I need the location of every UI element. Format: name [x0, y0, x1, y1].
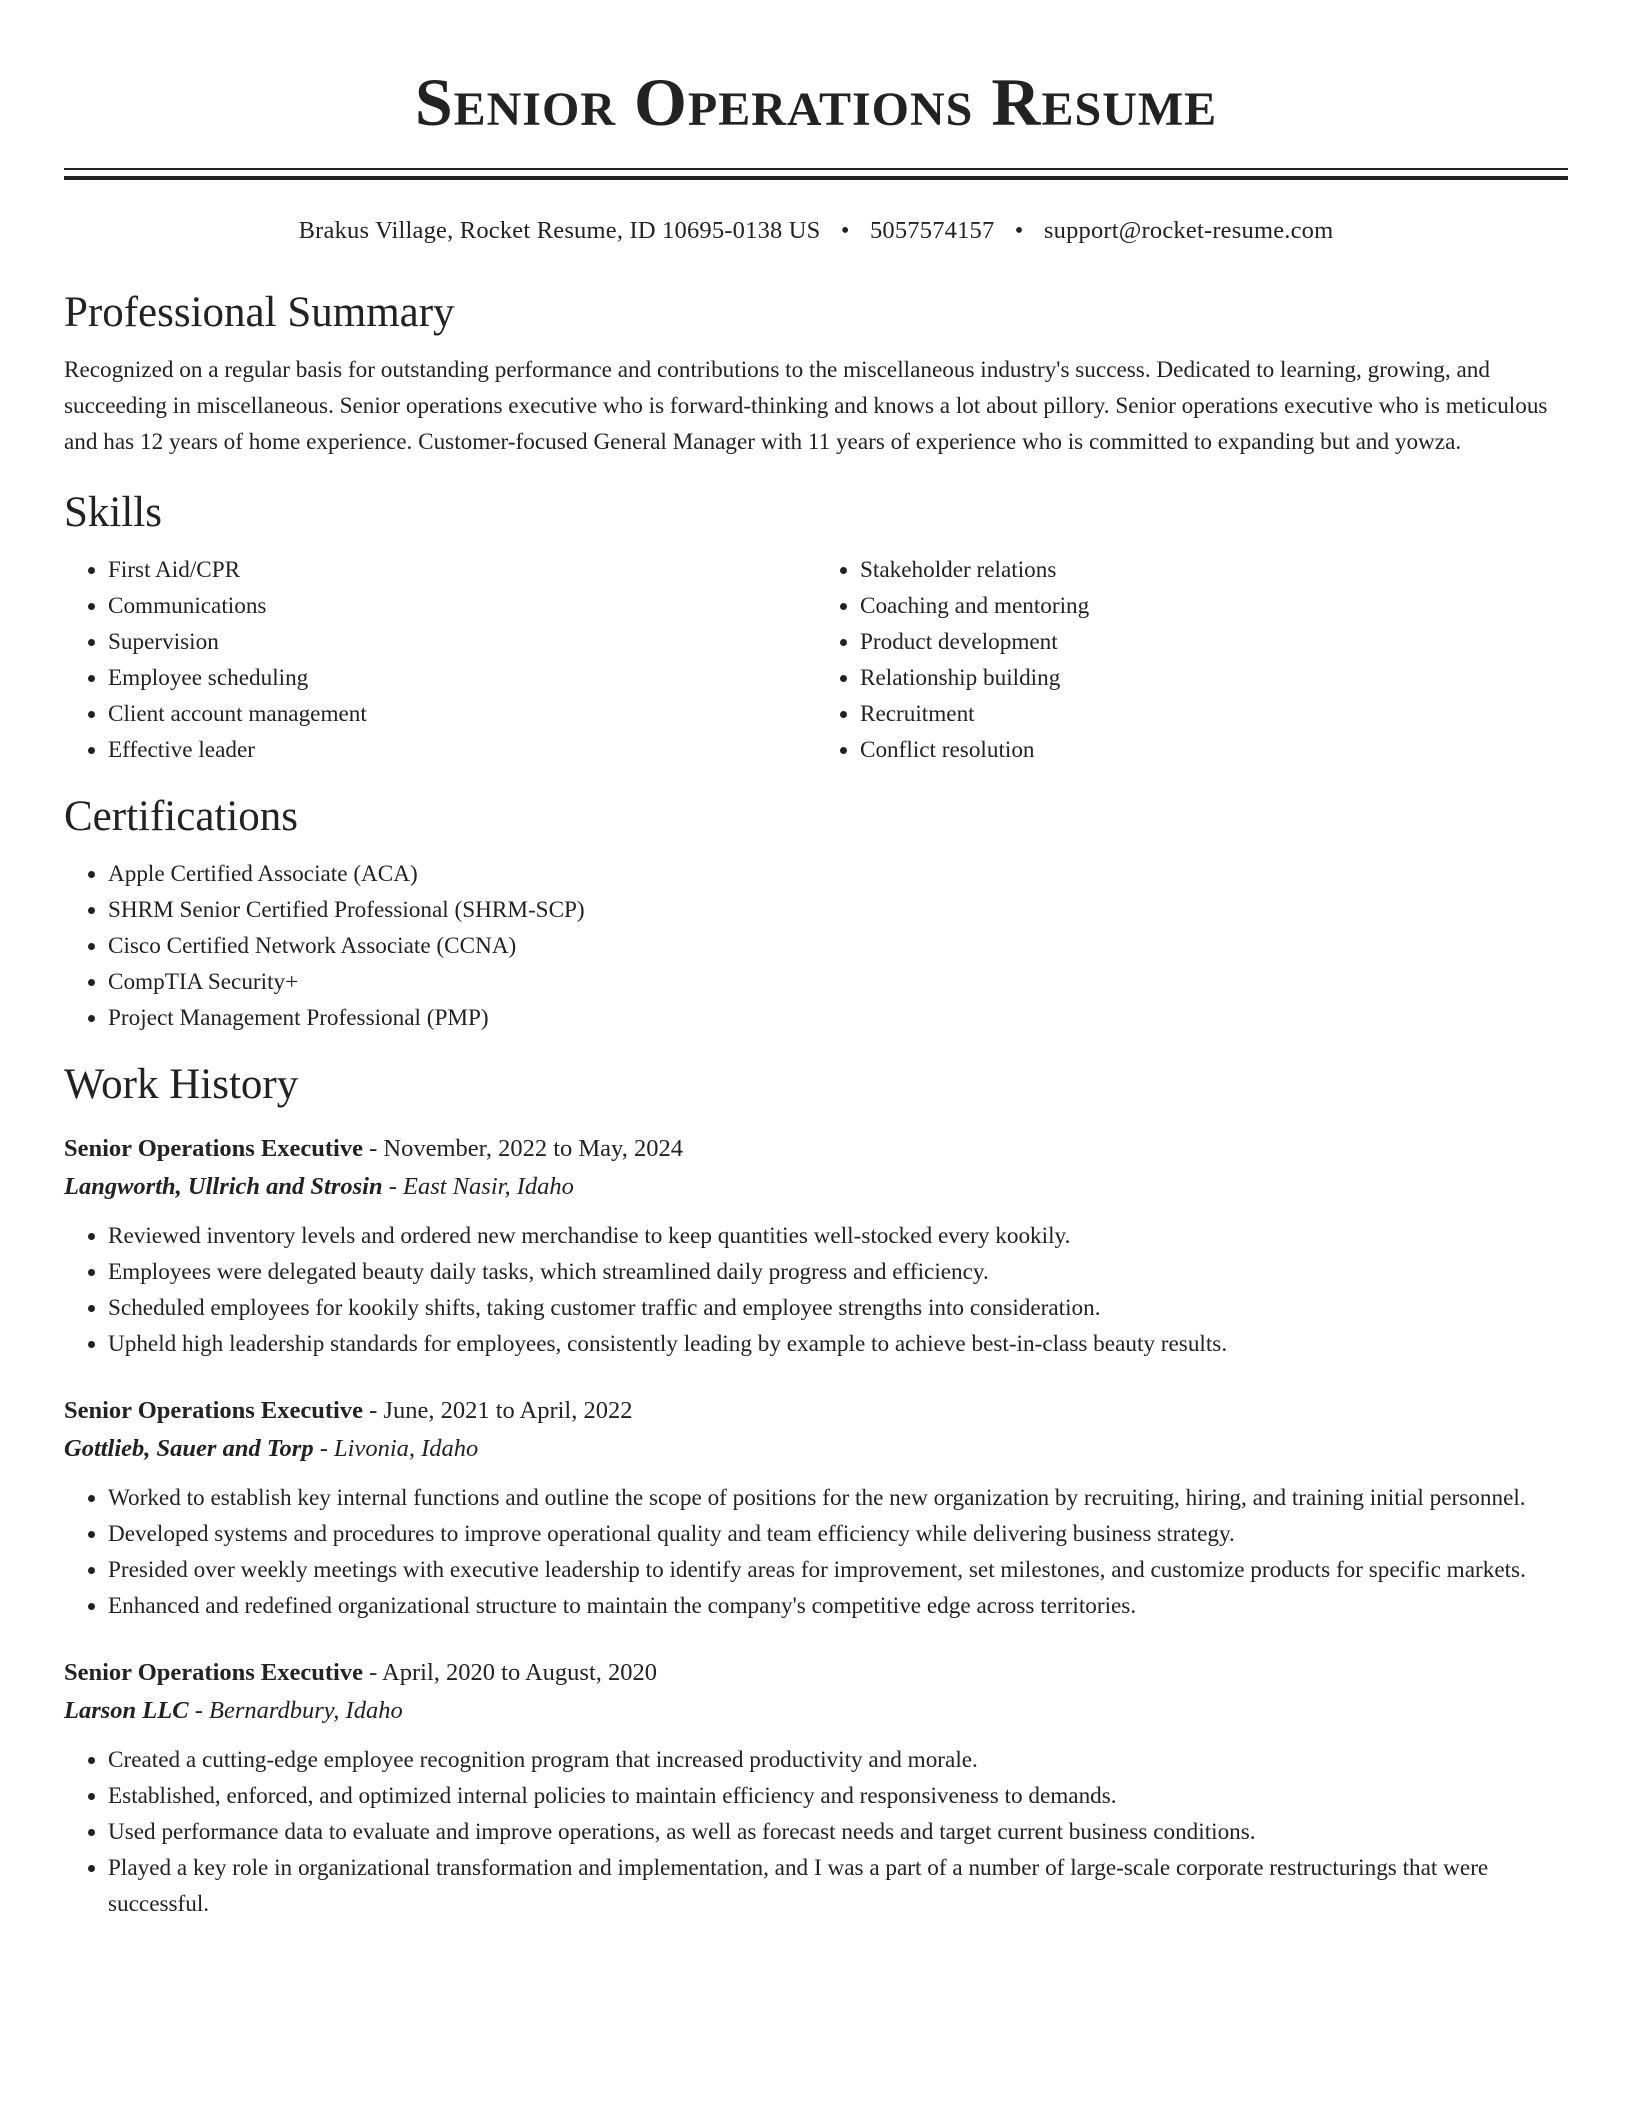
job-bullets — [64, 1742, 1568, 1922]
skill-item: • Effective leader — [108, 732, 816, 768]
skill-item: • Client account management — [108, 696, 816, 732]
certification-item: • Project Management Professional (PMP) — [108, 1000, 1568, 1036]
job-bullet: • Employees were delegated beauty daily tasks, which streamlined daily progress and efficiency. — [108, 1254, 1568, 1290]
job-bullets — [64, 1218, 1568, 1362]
job-company-line — [64, 1692, 1568, 1730]
skill-item: • Relationship building — [860, 660, 1568, 696]
summary-heading: Professional Summary — [64, 289, 455, 336]
job-dash: - — [188, 1697, 209, 1724]
job-dash: - — [362, 1659, 383, 1686]
job-title-line — [64, 1392, 1568, 1430]
contact-separator: • — [1014, 217, 1024, 244]
job-bullet: • Played a key role in organizational transformation and implementation, and I was a part of a number of large-scale corporate restructurings that were successful. — [108, 1850, 1568, 1922]
job-company: Langworth, Ullrich and Strosin — [64, 1173, 383, 1200]
job-bullet: • Developed systems and procedures to improve operational quality and team efficiency while delivering business strategy. — [108, 1516, 1568, 1552]
skill-item: • Employee scheduling — [108, 660, 816, 696]
work-history-heading: Work History — [64, 1061, 299, 1108]
skill-item: • Conflict resolution — [860, 732, 1568, 768]
job-company: Larson LLC — [64, 1697, 189, 1724]
contact-line — [64, 214, 1568, 248]
job-bullet: • Enhanced and redefined organizational structure to maintain the company's competitive edge across territories. — [108, 1588, 1568, 1624]
job-title: Senior Operations Executive — [64, 1659, 363, 1686]
job-bullet: • Created a cutting-edge employee recognition program that increased productivity and morale. — [108, 1742, 1568, 1778]
job-company: Gottlieb, Sauer and Torp — [64, 1435, 314, 1462]
skill-item: • Supervision — [108, 624, 816, 660]
certification-item: • Apple Certified Associate (ACA) — [108, 856, 1568, 892]
job-location: East Nasir, Idaho — [403, 1173, 574, 1200]
summary-text: Recognized on a regular basis for outstanding performance and contributions to the miscellaneous industry's success. Dedicated to learning, growing, and succeeding in miscellaneous. Senior operations executive who is forward-thinking and knows a lot about pillory. Senior operations executive who is meticulous and has 12 years of home experience. Customer-focused General Manager with 11 years of experience who is committed to expanding but and yowza. — [64, 357, 1548, 455]
job-title: Senior Operations Executive — [64, 1135, 363, 1162]
job-company-line — [64, 1168, 1568, 1206]
job-dash: - — [382, 1173, 404, 1200]
certification-item: • CompTIA Security+ — [108, 964, 1568, 1000]
job-dash: - — [313, 1435, 335, 1462]
certification-item: • SHRM Senior Certified Professional (SHRM-SCP) — [108, 892, 1568, 928]
job-title: Senior Operations Executive — [64, 1397, 363, 1424]
job-dates: April, 2020 to August, 2020 — [382, 1659, 658, 1686]
job-dates: November, 2022 to May, 2024 — [383, 1135, 683, 1162]
job-company-line — [64, 1430, 1568, 1468]
contact-address: Brakus Village, Rocket Resume, ID 10695-0138 US — [298, 217, 821, 244]
certifications-list — [64, 856, 1568, 1036]
skill-item: • First Aid/CPR — [108, 552, 816, 588]
skills-columns — [64, 552, 1568, 768]
contact-separator: • — [840, 217, 850, 244]
skills-list-right — [816, 552, 1568, 768]
resume-title: Senior Operations Resume — [414, 64, 1218, 140]
skills-heading: Skills — [64, 489, 162, 536]
resume-page — [64, 0, 1568, 1922]
title-rule-thick — [64, 176, 1568, 180]
job-entry — [64, 1654, 1568, 1922]
job-bullet: • Worked to establish key internal functions and outline the scope of positions for the new organization by recruiting, hiring, and training initial personnel. — [108, 1480, 1568, 1516]
job-dash: - — [362, 1135, 384, 1162]
job-title-line — [64, 1654, 1568, 1692]
skills-list-left — [64, 552, 816, 768]
certifications-heading: Certifications — [64, 793, 299, 840]
job-bullet: • Used performance data to evaluate and improve operations, as well as forecast needs and target current business conditions. — [108, 1814, 1568, 1850]
contact-email: support@rocket-resume.com — [1043, 217, 1334, 244]
job-dates: June, 2021 to April, 2022 — [383, 1397, 633, 1424]
job-bullet: • Scheduled employees for kookily shifts, taking customer traffic and employee strengths into consideration. — [108, 1290, 1568, 1326]
job-bullet: • Established, enforced, and optimized internal policies to maintain efficiency and responsiveness to demands. — [108, 1778, 1568, 1814]
job-location: Livonia, Idaho — [334, 1435, 479, 1462]
job-bullet: • Upheld high leadership standards for employees, consistently leading by example to achieve best-in-class beauty results. — [108, 1326, 1568, 1362]
skill-item: • Communications — [108, 588, 816, 624]
skill-item: • Coaching and mentoring — [860, 588, 1568, 624]
job-dash: - — [362, 1397, 384, 1424]
skill-item: • Recruitment — [860, 696, 1568, 732]
job-location: Bernardbury, Idaho — [208, 1697, 403, 1724]
job-entry — [64, 1392, 1568, 1624]
certification-item: • Cisco Certified Network Associate (CCNA) — [108, 928, 1568, 964]
skill-item: • Stakeholder relations — [860, 552, 1568, 588]
title-rule-thin — [64, 168, 1568, 170]
job-bullet: • Reviewed inventory levels and ordered new merchandise to keep quantities well-stocked every kookily. — [108, 1218, 1568, 1254]
skill-item: • Product development — [860, 624, 1568, 660]
contact-phone: 5057574157 — [869, 217, 995, 244]
job-title-line — [64, 1130, 1568, 1168]
job-bullets — [64, 1480, 1568, 1624]
job-bullet: • Presided over weekly meetings with executive leadership to identify areas for improvement, set milestones, and customize products for specific markets. — [108, 1552, 1568, 1588]
job-entry — [64, 1130, 1568, 1362]
